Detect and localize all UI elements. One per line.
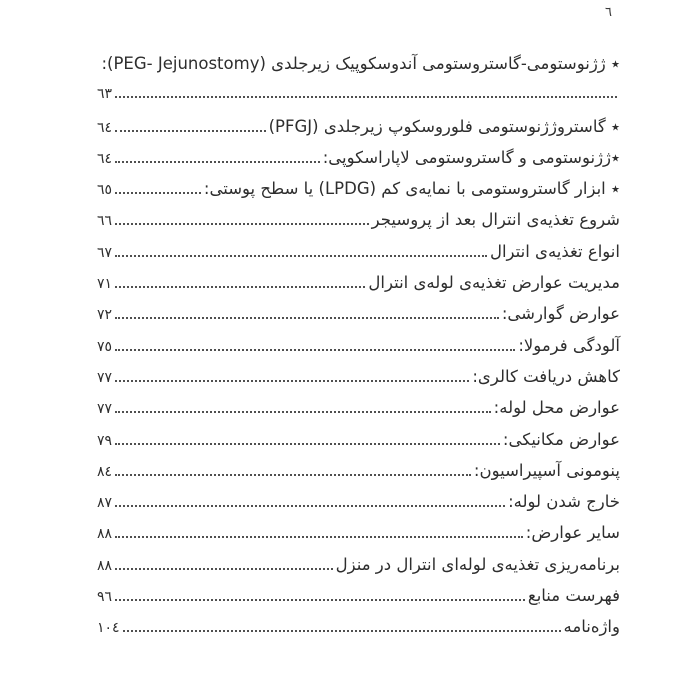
toc-entry-label: واژه‌نامه (563, 617, 620, 637)
toc-row (97, 330, 620, 361)
toc-page-number: ٧٢ (97, 307, 113, 324)
toc-entry-label: عوارض گوارشی: (501, 304, 620, 324)
toc-row (97, 111, 620, 142)
toc-row (97, 79, 620, 110)
dots-leader (115, 286, 365, 288)
toc-page-number: ٦٣ (97, 86, 113, 103)
toc-page-number: ١٠٤ (97, 620, 120, 637)
toc-row (97, 392, 620, 423)
toc-row (97, 361, 620, 392)
dots-leader (115, 96, 617, 98)
toc-row (97, 236, 620, 267)
toc-page-number: ٧٥ (97, 338, 113, 355)
toc-page-number: ٧١ (97, 276, 113, 293)
toc-row (97, 267, 620, 298)
toc-entry-label: ٭ گاستروژژنوستومی فلوروسکوپ زیرجلدی (PFGJ) (268, 116, 620, 136)
dots-leader (115, 411, 491, 413)
toc-entry-label: خارج شدن لوله: (508, 492, 620, 512)
toc-page-number: ٦٥ (97, 182, 113, 199)
toc-entry-label: انواع تغذیه‌ی انترال (489, 241, 620, 261)
dots-leader (115, 443, 500, 445)
toc-entry-label: ٭ ابزار گاستروستومی با نمایه‌ی کم (LPDG) یا سطح پوستی: (203, 179, 620, 199)
toc-page-number: ٨٨ (97, 526, 113, 543)
toc-page-number: ٧٩ (97, 432, 113, 449)
dots-leader (123, 630, 561, 632)
toc-entry-label: مدیریت عوارض تغذیه‌ی لوله‌ی انترال (368, 273, 620, 293)
toc-entry-label: آلودگی فرمولا: (518, 335, 620, 355)
toc-page-number: ٦٤ (97, 119, 113, 136)
toc-row (97, 173, 620, 204)
toc-entry-label: ٭ ژژنوستومی-گاستروستومی آندوسکوپیک زیرجلدی (PEG- Jejunostomy): (101, 54, 620, 73)
toc-entry-label: فهرست منابع (527, 586, 620, 606)
toc-row (97, 455, 620, 486)
toc-page-number: ٦٤ (97, 150, 113, 167)
toc-row (97, 142, 620, 173)
toc-page-number: ٩٦ (97, 589, 113, 606)
dots-leader (115, 317, 499, 319)
dots-leader (115, 192, 201, 194)
toc-page-number: ٦٦ (97, 213, 113, 230)
toc-entry-label: ٭ژژنوستومی و گاستروستومی لاپاراسکوپی: (322, 147, 620, 167)
toc-entry-label: شروع تغذیه‌ی انترال بعد از پروسیجر (371, 210, 620, 230)
toc-row (97, 298, 620, 329)
toc-row (97, 48, 620, 79)
toc-entry-label: پنومونی آسپیراسیون: (473, 460, 620, 480)
toc-page-number: ٨٤ (97, 463, 113, 480)
dots-leader (115, 349, 515, 351)
dots-leader (115, 161, 320, 163)
dots-leader (115, 255, 487, 257)
dots-leader (115, 536, 523, 538)
toc-row (97, 517, 620, 548)
dots-leader (115, 223, 369, 225)
toc-page-number: ٧٧ (97, 401, 113, 418)
dots-leader (115, 380, 469, 382)
toc-entry-label: سایر عوارض: (525, 523, 620, 543)
toc-entry-label: برنامه‌ریزی تغذیه‌ی لوله‌ای انترال در منزل (335, 554, 620, 574)
toc-page-number: ٦٧ (97, 244, 113, 261)
toc-row (97, 204, 620, 235)
folio-page-number: ٦ (605, 5, 612, 20)
dots-leader (115, 599, 525, 601)
toc-entry-label: عوارض مکانیکی: (502, 429, 620, 449)
toc-page-number: ٨٨ (97, 557, 113, 574)
toc-entry-label: کاهش دریافت کالری: (472, 366, 620, 386)
dots-leader (115, 505, 505, 507)
toc-row (97, 580, 620, 611)
toc-row (97, 549, 620, 580)
toc-page-number: ٧٧ (97, 369, 113, 386)
toc-row (97, 611, 620, 642)
dots-leader (115, 130, 266, 132)
toc-page-number: ٨٧ (97, 495, 113, 512)
dots-leader (115, 568, 333, 570)
dots-leader (115, 474, 471, 476)
toc-list (97, 48, 620, 643)
toc-entry-label: عوارض محل لوله: (493, 398, 620, 418)
toc-row (97, 424, 620, 455)
toc-row (97, 486, 620, 517)
